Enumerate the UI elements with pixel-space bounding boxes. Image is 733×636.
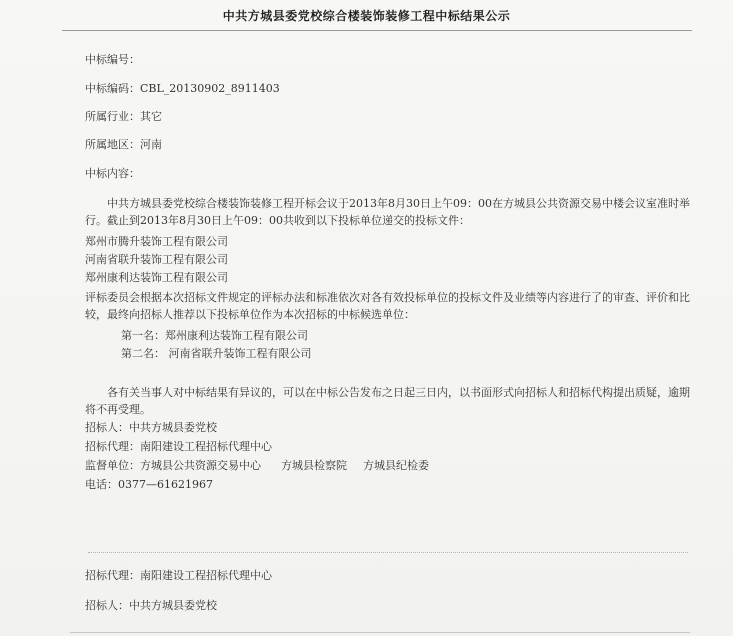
footer-agent: 招标代理：南阳建设工程招标代理中心 (85, 569, 272, 582)
region: 所属地区：河南 (85, 138, 162, 151)
tenderer: 招标人：中共方城县委党校 (85, 421, 217, 434)
supervisors (85, 459, 429, 473)
supervisor-label: 监督单位： (85, 459, 140, 472)
agent: 招标代理：南阳建设工程招标代理中心 (85, 440, 272, 453)
objection-paragraph: 各有关当事人对中标结果有异议的，可以在中标公告发布之日起三日内，以书面形式向招标人和招标代构提出质疑，逾期将不再受理。 (85, 386, 690, 416)
bidder-3: 郑州康利达装饰工程有限公司 (85, 271, 228, 284)
bid-number: 中标编号： (85, 53, 140, 66)
bidder-1: 郑州市腾升装饰工程有限公司 (85, 235, 228, 248)
evaluation-paragraph: 评标委员会根据本次招标文件规定的评标办法和标准依次对各有效投标单位的投标文件及业绩等内容进行了的审查、评价和比较，最终向招标人推荐以下投标单位作为本次招标的中标候选单位： (85, 291, 690, 321)
bottom-divider (70, 632, 690, 633)
intro-paragraph: 中共方城县委党校综合楼装饰装修工程开标会议于2013年8月30日上午09：00在方城县公共资源交易中楼会议室准时举行。截止到2013年8月30日上午09：00共收到以下投标单位递交的投标文件： (85, 197, 690, 227)
title-divider (62, 30, 692, 31)
phone: 电话：0377—61621967 (85, 478, 213, 491)
supervisor-1: 方城县公共资源交易中心 (140, 459, 261, 472)
section-divider (88, 552, 688, 553)
supervisor-2: 方城县检察院 (281, 459, 347, 472)
content-label: 中标内容： (85, 167, 140, 180)
candidate-2: 第二名： 河南省联升装饰工程有限公司 (121, 347, 312, 360)
bid-code: 中标编码：CBL_20130902_8911403 (85, 82, 280, 95)
industry: 所属行业：其它 (85, 110, 162, 123)
bidder-2: 河南省联升装饰工程有限公司 (85, 253, 228, 266)
supervisor-3: 方城县纪检委 (363, 459, 429, 472)
page-title: 中共方城县委党校综合楼装饰装修工程中标结果公示 (222, 9, 511, 23)
candidate-1: 第一名：郑州康利达装饰工程有限公司 (121, 329, 308, 342)
footer-tenderer: 招标人：中共方城县委党校 (85, 599, 217, 612)
